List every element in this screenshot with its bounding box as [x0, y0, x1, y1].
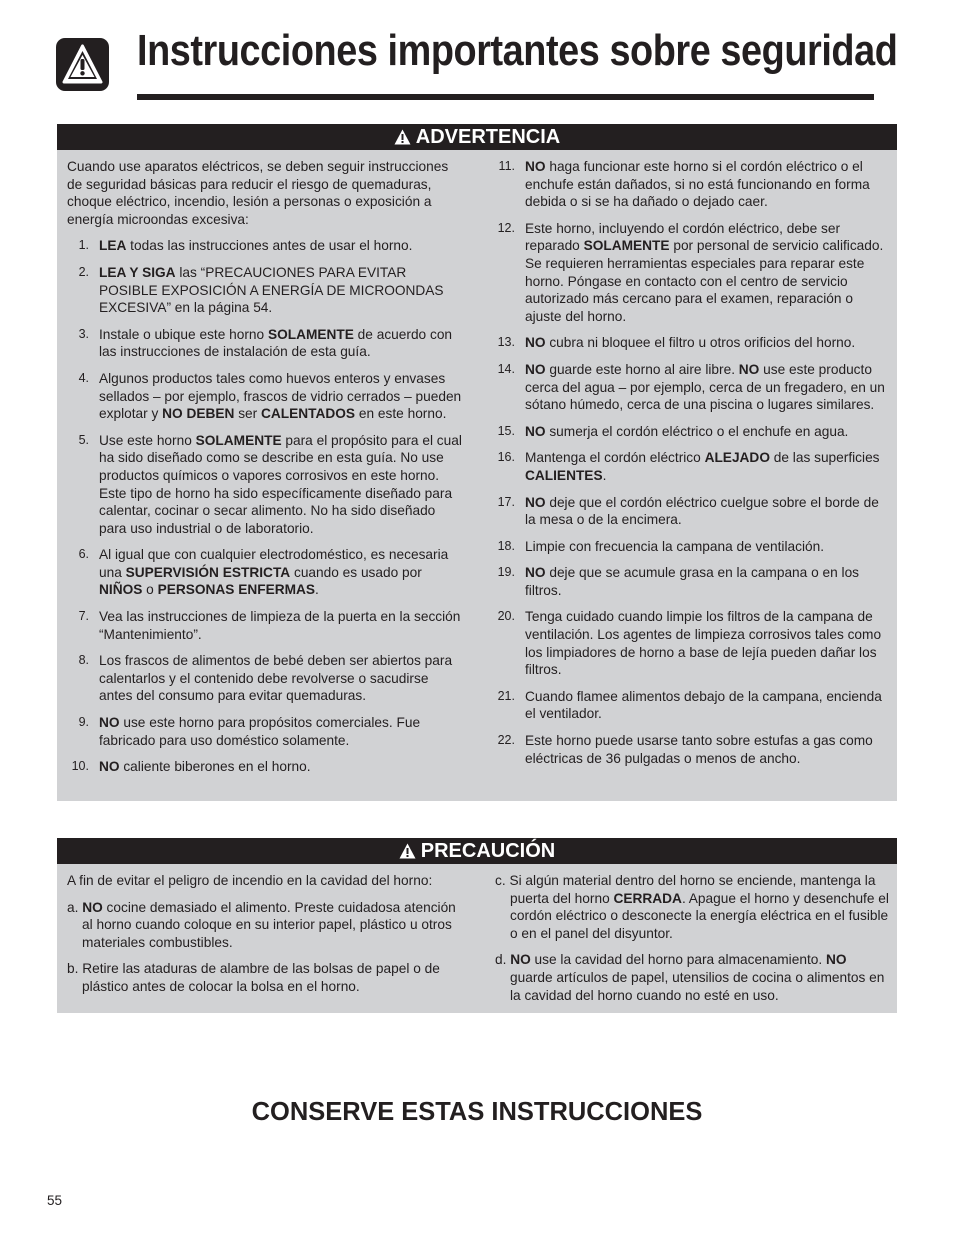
warning-panel	[57, 124, 897, 801]
item-number: 4.	[78, 370, 89, 385]
warning-item	[493, 608, 889, 678]
warning-item	[67, 432, 462, 538]
item-number: 6.	[78, 547, 89, 562]
warning-triangle-icon	[56, 38, 109, 91]
footer-heading: CONSERVE ESTAS INSTRUCCIONES	[251, 1096, 703, 1126]
item-text: NO caliente biberones en el horno.	[99, 759, 311, 775]
item-number: 2.	[78, 264, 89, 279]
item-text: Tenga cuidado cuando limpie los filtros de la campana de ventilación. Los agentes de limpieza corrosivos tales como los limpiadores de horno a base de lejía pueden dañar los filtros.	[525, 609, 882, 678]
warning-item	[67, 237, 462, 255]
item-number: 20.	[497, 609, 515, 624]
warning-header	[57, 124, 897, 150]
item-text: Instale o ubique este horno SOLAMENTE de acuerdo con las instrucciones de instalación de esta guía.	[99, 326, 453, 360]
item-number: 18.	[497, 538, 515, 553]
caution-left-column	[67, 872, 462, 996]
item-text: LEA Y SIGA las “PRECAUCIONES PARA EVITAR POSIBLE EXPOSICIÓN A ENERGÍA DE MICROONDAS EXCESIVA” en la página 54.	[99, 264, 444, 316]
item-text: Mantenga el cordón eléctrico ALEJADO de las superficies CALIENTES.	[525, 450, 880, 483]
item-text: NO guarde este horno al aire libre. NO use este producto cerca del agua – por ejemplo, cerca de un fregadero, en un sótano húmedo, cerca de una piscina o lugares similares.	[525, 361, 885, 413]
item-number: 17.	[497, 494, 515, 509]
warning-item	[67, 608, 462, 643]
item-text: NO deje que el cordón eléctrico cuelgue sobre el borde de la mesa o de la encimera.	[525, 494, 879, 528]
warning-item	[493, 449, 889, 484]
item-number: 12.	[497, 220, 515, 235]
warning-item	[493, 688, 889, 723]
item-number: 7.	[78, 609, 89, 624]
warning-right-column	[493, 149, 889, 767]
caution-item: b. Retire las ataduras de alambre de las bolsas de papel o de plástico antes de colocar la bolsa en el horno.	[67, 961, 440, 994]
warning-list-right	[493, 158, 889, 767]
page-title: Instrucciones importantes sobre seguridad	[137, 26, 898, 75]
item-text: LEA todas las instrucciones antes de usar el horno.	[99, 238, 413, 254]
item-text: NO use este horno para propósitos comerciales. Fue fabricado para uso doméstico solamente.	[99, 715, 421, 748]
warning-small-icon	[394, 126, 411, 153]
warning-item	[67, 758, 462, 776]
item-text: Al igual que con cualquier electrodoméstico, es necesaria una SUPERVISIÓN ESTRICTA cuando es usado por NIÑOS o PERSONAS ENFERMAS.	[99, 547, 449, 598]
item-number: 15.	[497, 423, 515, 438]
caution-panel	[57, 838, 897, 1013]
item-text: Cuando flamee alimentos debajo de la campana, encienda el ventilador.	[525, 688, 882, 722]
item-number: 22.	[497, 733, 515, 748]
caution-list-left	[67, 899, 462, 996]
warning-item	[67, 326, 462, 361]
warning-item	[493, 732, 889, 767]
caution-header-label: PRECAUCIÓN	[420, 840, 556, 862]
item-text: Use este horno SOLAMENTE para el propósito para el cual ha sido diseñado como se describe en esta guía. No use productos químicos o vapores corrosivos en este horno. Este tipo de horno ha sido específicamente diseñado para calentar, cocinar o secar alimento. No ha sido diseñado para uso industrial o de laboratorio.	[99, 432, 462, 536]
warning-item	[493, 538, 889, 556]
item-text: NO deje que se acumule grasa en la campana o en los filtros.	[525, 565, 860, 598]
warning-list-left	[67, 237, 462, 775]
item-number: 21.	[497, 688, 515, 703]
warning-item	[493, 361, 889, 414]
warning-item	[493, 564, 889, 599]
item-text: Los frascos de alimentos de bebé deben ser abiertos para calentarlos y el contenido debe revolverse o sacudirse antes del consumo para evitar quemaduras.	[99, 653, 453, 704]
warning-intro: Cuando use aparatos eléctricos, se deben seguir instrucciones de seguridad básicas para reducir el riesgo de quemaduras, choque eléctrico, incendio, lesión a personas o exposición a energía microondas excesiva:	[67, 159, 449, 227]
caution-header	[57, 838, 897, 864]
item-number: 1.	[78, 238, 89, 253]
caution-item: a. NO cocine demasiado el alimento. Preste cuidadosa atención al horno cuando coloque en su interior papel, plástico u otros materiales combustibles.	[67, 899, 456, 950]
item-text: Limpie con frecuencia la campana de ventilación.	[525, 538, 825, 554]
item-number: 13.	[497, 335, 515, 350]
item-text: Este horno, incluyendo el cordón eléctrico, debe ser reparado SOLAMENTE por personal de servicio calificado. Se requieren herramientas especiales para reparar este horno. Póngase en contacto con el centro de servicio autorizado más cercano para el examen, reparación o ajuste del horno.	[525, 220, 884, 324]
item-number: 14.	[497, 361, 515, 376]
item-number: 16.	[497, 450, 515, 465]
caution-item: c. Si algún material dentro del horno se enciende, mantenga la puerta del horno CERRADA. Apague el horno y desenchufe el cordón eléctrico o desconecte la energía eléctrica en el fusible o en el panel del disyuntor.	[495, 873, 889, 941]
warning-item	[493, 494, 889, 529]
caution-item: d. NO use la cavidad del horno para almacenamiento. NO guarde artículos de papel, utensilios de cocina o alimentos en la cavidad del horno cuando no esté en uso.	[495, 952, 885, 1003]
item-number: 8.	[78, 653, 89, 668]
warning-item	[67, 652, 462, 705]
item-text: NO haga funcionar este horno si el cordón eléctrico o el enchufe están dañados, si no está funcionando en forma debida o si se ha dañado o dejado caer.	[525, 159, 870, 210]
warning-item	[67, 714, 462, 749]
warning-item	[493, 423, 889, 441]
warning-item	[67, 264, 462, 317]
caution-right-column	[495, 872, 890, 1004]
warning-item	[493, 220, 889, 326]
item-text: Vea las instrucciones de limpieza de la puerta en la sección “Mantenimiento”.	[99, 609, 461, 642]
item-number: 5.	[78, 432, 89, 447]
caution-small-icon	[399, 840, 416, 867]
caution-intro: A fin de evitar el peligro de incendio en la cavidad del horno:	[67, 873, 433, 888]
item-text: Algunos productos tales como huevos enteros y envases sellados – por ejemplo, frascos de vidrio cerrados – pueden explotar y NO DEBEN ser CALENTADOS en este horno.	[99, 370, 462, 422]
page-number: 55	[47, 1193, 63, 1208]
warning-item	[67, 370, 462, 423]
item-number: 3.	[78, 326, 89, 341]
warning-left-column	[67, 158, 462, 776]
title-rule	[137, 94, 874, 100]
item-text: Este horno puede usarse tanto sobre estufas a gas como eléctricas de 36 pulgadas o menos de ancho.	[525, 733, 873, 766]
warning-item	[493, 158, 889, 211]
item-number: 11.	[498, 159, 515, 173]
warning-item	[493, 334, 889, 352]
warning-header-label: ADVERTENCIA	[415, 126, 561, 148]
warning-item	[67, 546, 462, 599]
item-number: 10.	[71, 759, 89, 774]
item-number: 19.	[497, 565, 515, 580]
item-text: NO sumerja el cordón eléctrico o el enchufe en agua.	[525, 423, 849, 439]
item-text: NO cubra ni bloquee el filtro u otros orificios del horno.	[525, 335, 856, 351]
caution-list-right	[495, 872, 890, 1004]
item-number: 9.	[78, 715, 89, 730]
